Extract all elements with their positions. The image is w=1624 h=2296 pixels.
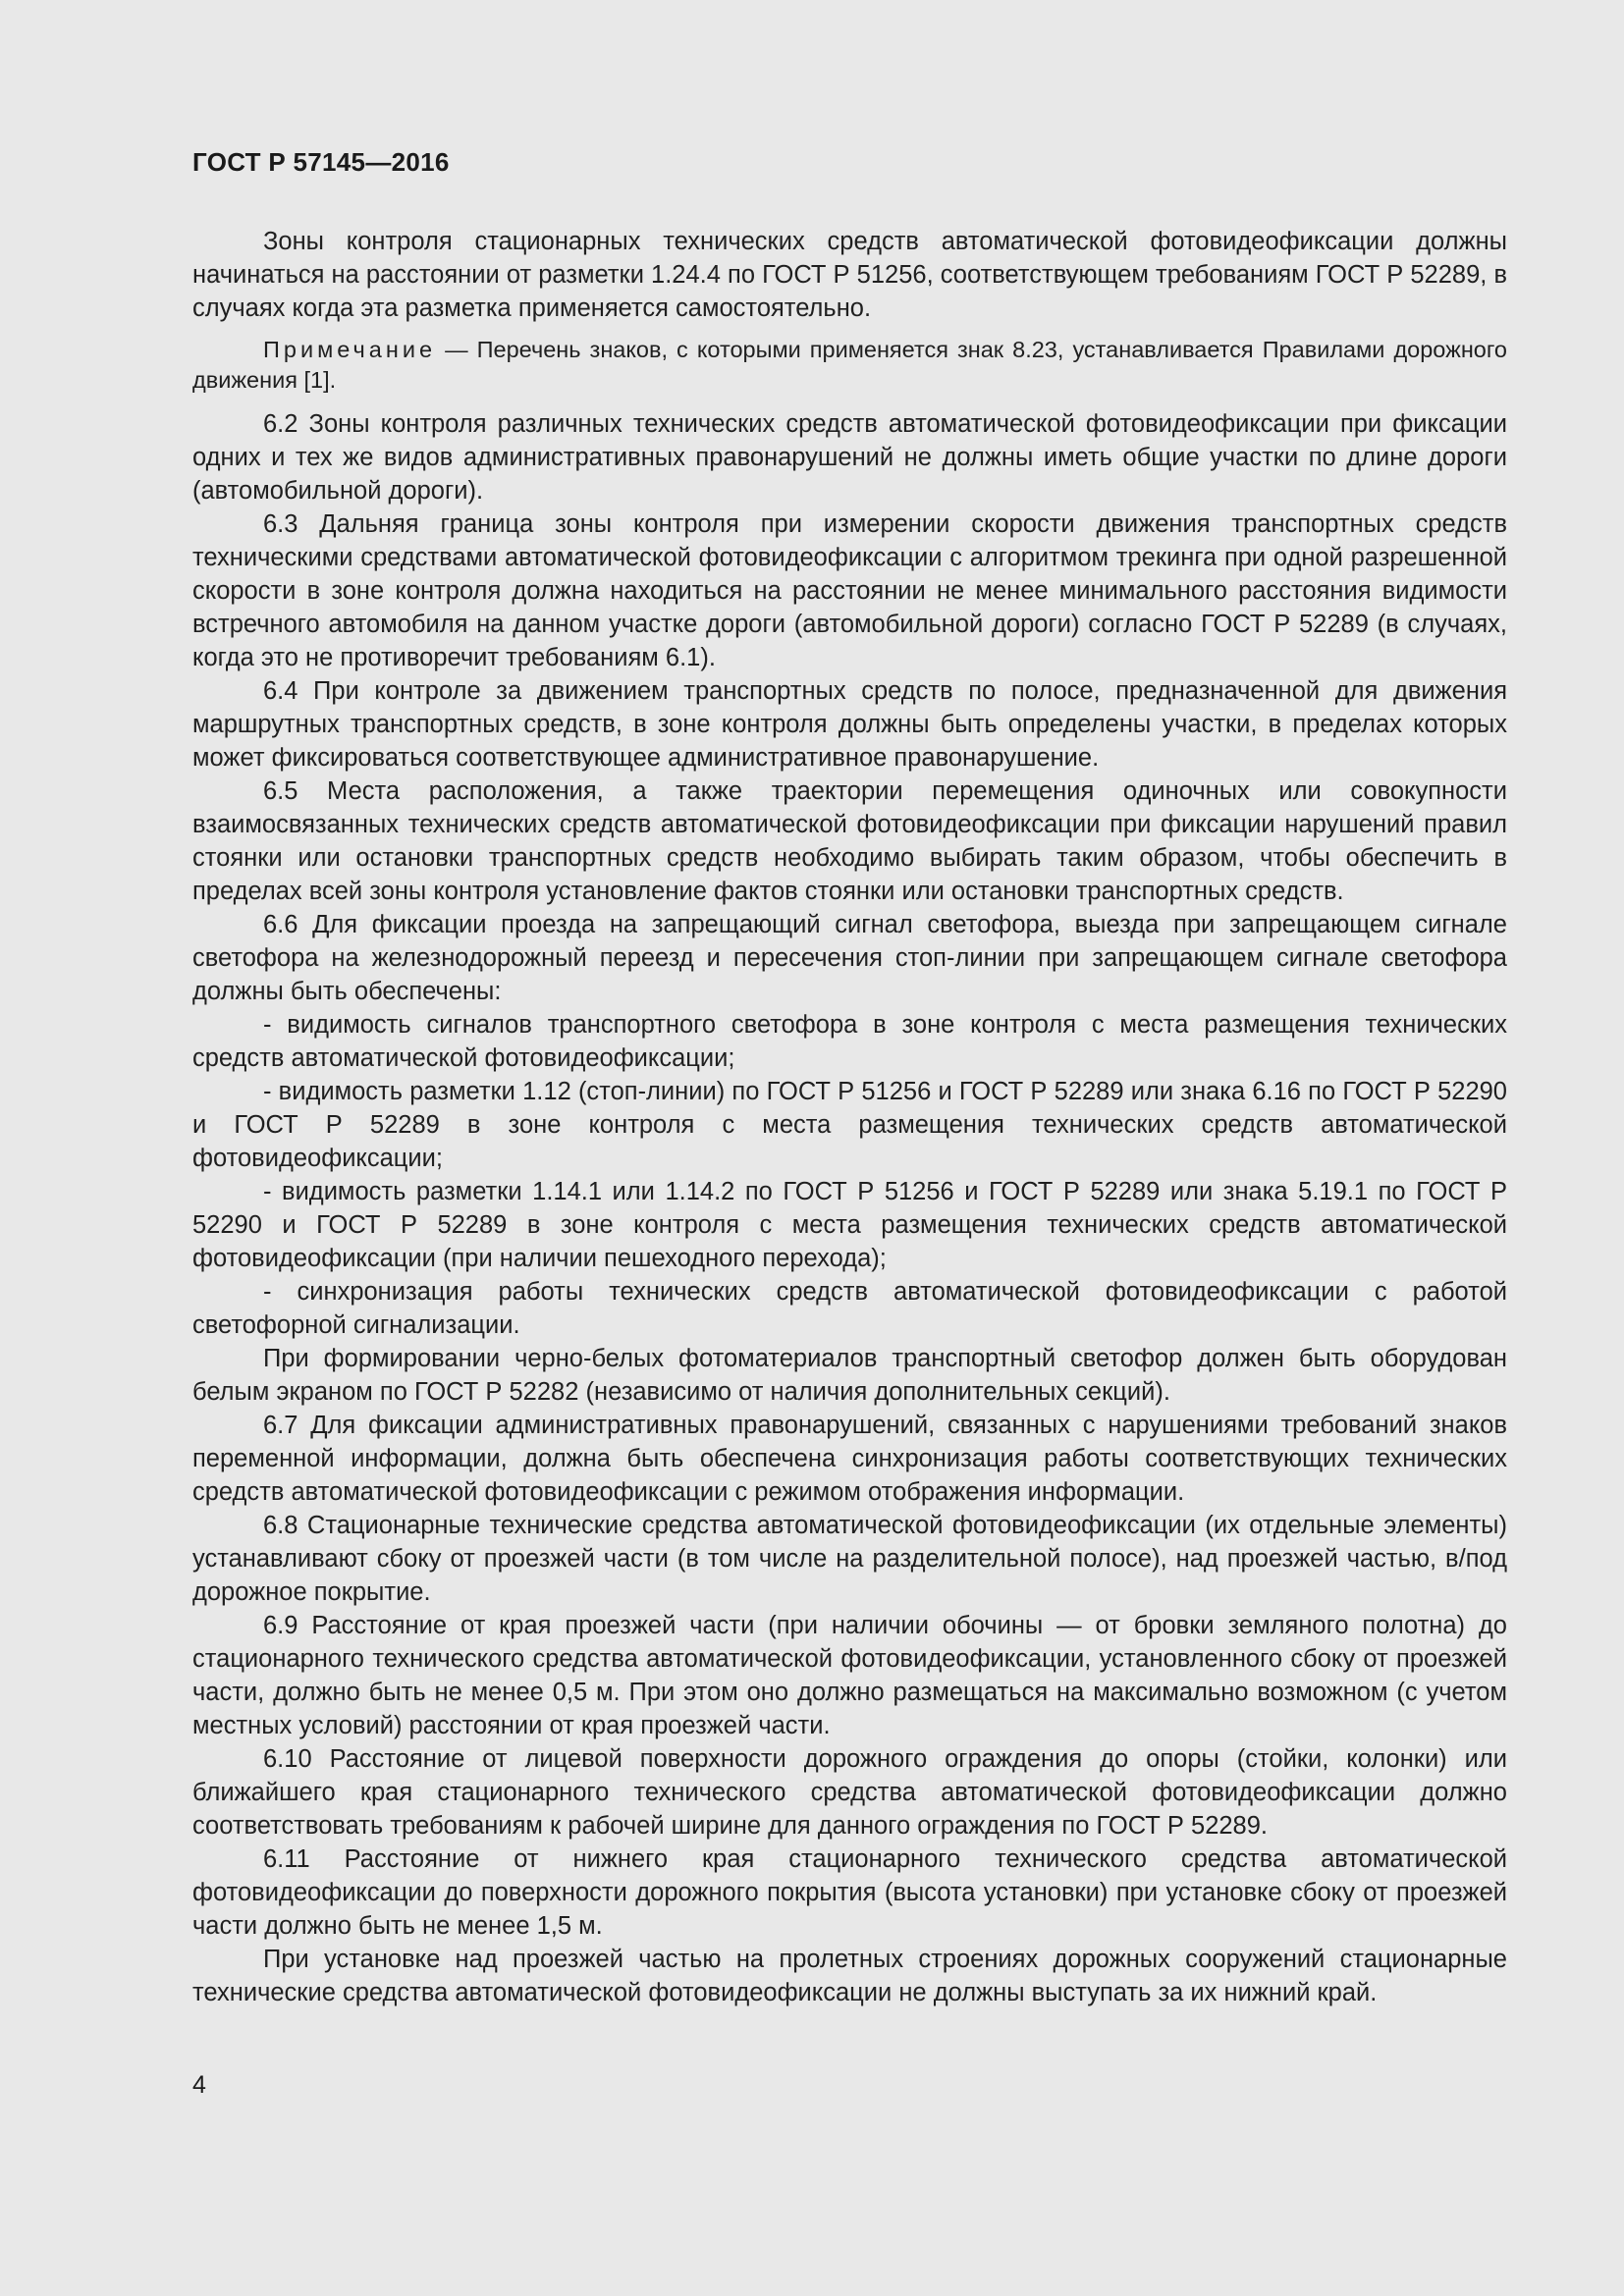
paragraph-6-10: 6.10 Расстояние от лицевой поверхности дорожного ограждения до опоры (стойки, колонки) или ближайшего края стационарного технического средства автоматической фотовидеофиксации должно соответствовать требованиям к рабочей ширине для данного ограждения по ГОСТ Р 52289. xyxy=(192,1745,1507,1840)
paragraph-6-5: 6.5 Места расположения, а также траектории перемещения одиночных или совокупности взаимосвязанных технических средств автоматической фотовидеофиксации при фиксации нарушений правил стоянки или остановки транспортных средств необходимо выбирать таким образом, чтобы обеспечить в пределах всей зоны контроля установление фактов стоянки или остановки транспортных средств. xyxy=(192,777,1507,905)
list-item-synchronization: - синхронизация работы технических средств автоматической фотовидеофиксации с работой светофорной сигнализации. xyxy=(192,1278,1507,1339)
document-body xyxy=(192,225,1507,2009)
paragraph-6-3: 6.3 Дальняя граница зоны контроля при измерении скорости движения транспортных средств техническими средствами автоматической фотовидеофиксации с алгоритмом трекинга при одной разрешенной скорости в зоне контроля должна находиться на расстоянии не менее минимального расстояния видимости встречного автомобиля на данном участке дороги (автомобильной дороги) согласно ГОСТ Р 52289 (в случаях, когда это не противоречит требованиям 6.1). xyxy=(192,510,1507,671)
paragraph-6-2: 6.2 Зоны контроля различных технических средств автоматической фотовидеофиксации при фиксации одних и тех же видов административных правонарушений не должны иметь общие участки по длине дороги (автомобильной дороги). xyxy=(192,410,1507,505)
paragraph-6-8: 6.8 Стационарные технические средства автоматической фотовидеофиксации (их отдельные элементы) устанавливают сбоку от проезжей части (в том числе на разделительной полосе), над проезжей частью, в/под дорожное покрытие. xyxy=(192,1512,1507,1606)
note-text: — Перечень знаков, с которыми применяется знак 8.23, устанавливается Правилами дорожного движения [1]. xyxy=(192,337,1507,393)
list-item-crossing-visibility: - видимость разметки 1.14.1 или 1.14.2 по ГОСТ Р 51256 и ГОСТ Р 52289 или знака 5.19.1 по ГОСТ Р 52290 и ГОСТ Р 52289 в зоне контроля с места размещения технических средств автоматической фотовидеофиксации (при наличии пешеходного перехода); xyxy=(192,1178,1507,1272)
paragraph-6-9: 6.9 Расстояние от края проезжей части (при наличии обочины — от бровки земляного полотна) до стационарного технического средства автоматической фотовидеофиксации, установленного сбоку от проезжей части, должно быть не менее 0,5 м. При этом оно должно размещаться на максимально возможном (с учетом местных условий) расстоянии от края проезжей части. xyxy=(192,1612,1507,1739)
paragraph-control-zones: Зоны контроля стационарных технических средств автоматической фотовидеофиксации должны начинаться на расстоянии от разметки 1.24.4 по ГОСТ Р 51256, соответствующем требованиям ГОСТ Р 52289, в случаях когда эта разметка применяется самостоятельно. xyxy=(192,228,1507,322)
paragraph-6-7: 6.7 Для фиксации административных правонарушений, связанных с нарушениями требований знаков переменной информации, должна быть обеспечена синхронизация работы соответствующих технических средств автоматической фотовидеофиксации с режимом отображения информации. xyxy=(192,1412,1507,1506)
list-item-stop-line-visibility: - видимость разметки 1.12 (стоп-линии) по ГОСТ Р 51256 и ГОСТ Р 52289 или знака 6.16 по ГОСТ Р 52290 и ГОСТ Р 52289 в зоне контроля с места размещения технических средств автоматической фотовидеофиксации; xyxy=(192,1078,1507,1172)
page-number: 4 xyxy=(192,2071,206,2099)
paragraph-6-4: 6.4 При контроле за движением транспортных средств по полосе, предназначенной для движения маршрутных транспортных средств, в зоне контроля должны быть определены участки, в пределах которых может фиксироваться соответствующее административное правонарушение. xyxy=(192,677,1507,772)
list-item-signal-visibility: - видимость сигналов транспортного светофора в зоне контроля с места размещения технических средств автоматической фотовидеофиксации; xyxy=(192,1011,1507,1072)
paragraph-6-11: 6.11 Расстояние от нижнего края стационарного технического средства автоматической фотовидеофиксации до поверхности дорожного покрытия (высота установки) при установке сбоку от проезжей части должно быть не менее 1,5 м. xyxy=(192,1845,1507,1940)
paragraph-bw-photo: При формировании черно-белых фотоматериалов транспортный светофор должен быть оборудован белым экраном по ГОСТ Р 52282 (независимо от наличия дополнительных секций). xyxy=(192,1345,1507,1406)
note xyxy=(192,335,1507,396)
document-header: ГОСТ Р 57145—2016 xyxy=(192,147,450,177)
paragraph-overhead-install: При установке над проезжей частью на пролетных строениях дорожных сооружений стационарные технические средства автоматической фотовидеофиксации не должны выступать за их нижний край. xyxy=(192,1946,1507,2006)
note-label: Примечание xyxy=(263,337,437,362)
paragraph-6-6: 6.6 Для фиксации проезда на запрещающий сигнал светофора, выезда при запрещающем сигнале светофора на железнодорожный переезд и пересечения стоп-линии при запрещающем сигнале светофора должны быть обеспечены: xyxy=(192,911,1507,1005)
